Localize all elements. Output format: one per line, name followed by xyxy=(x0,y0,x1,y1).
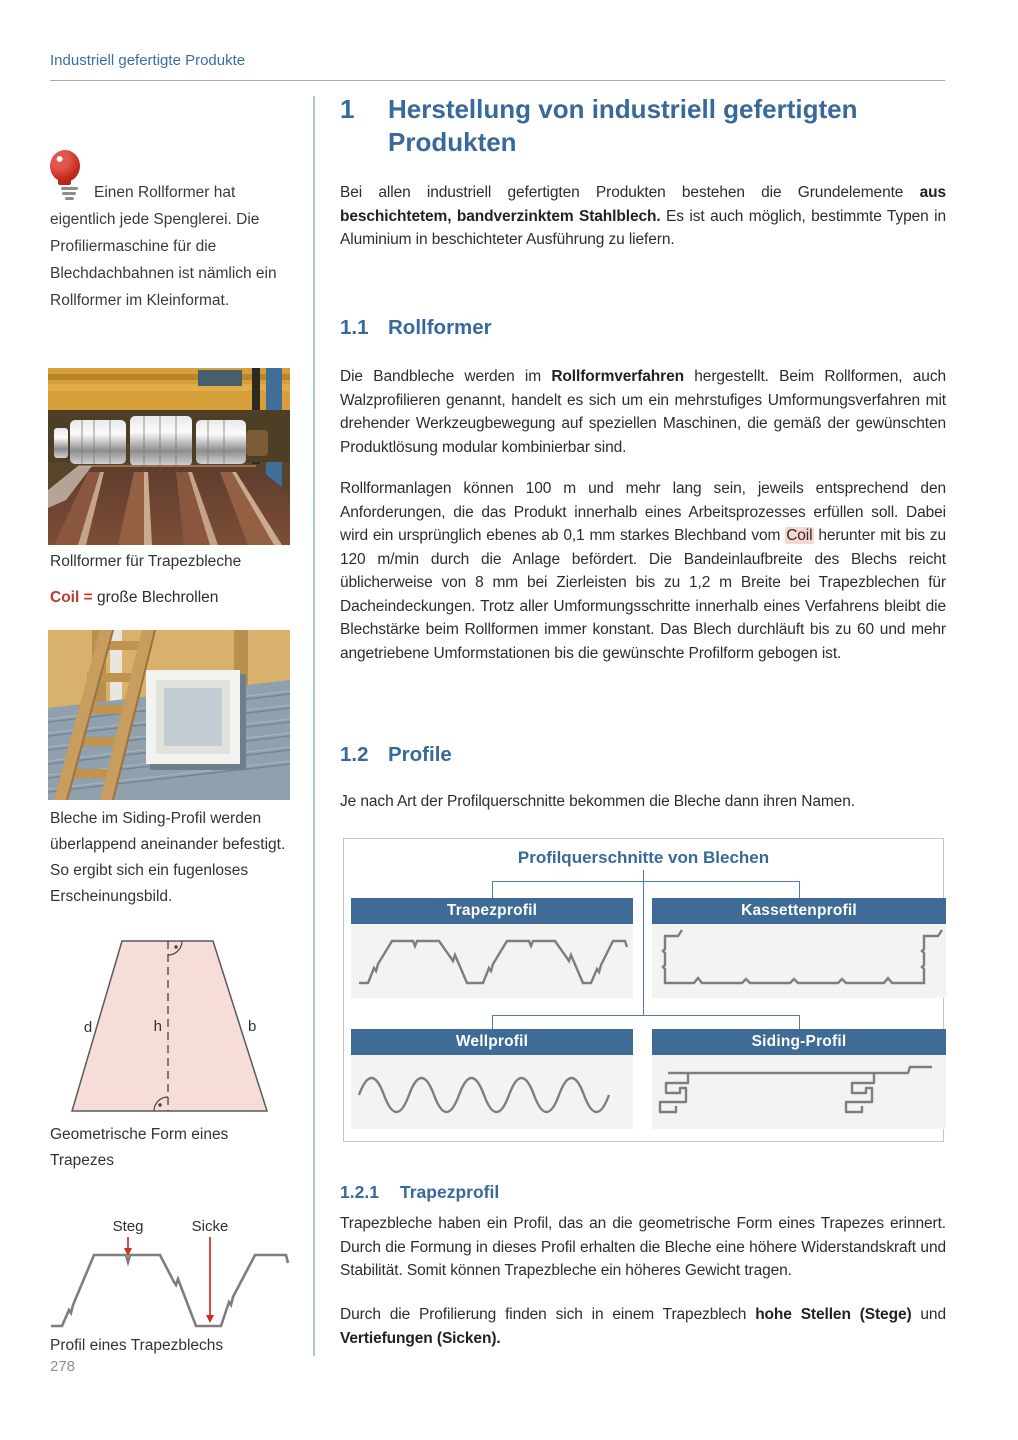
photo1-caption: Rollformer für Trapezbleche xyxy=(50,553,242,570)
page-number: 278 xyxy=(50,1358,76,1375)
intro-paragraph: Bei allen industriell gefertigten Produkten bestehen die Grundelemente aus beschichtetem, bandverzinktem Stahlblech. Es ist auch möglich, bestimmte Typen in Aluminium in beschichteter Ausführung zu liefern. xyxy=(340,184,946,248)
profile-caption: Profil eines Trapezblechs xyxy=(50,1337,224,1354)
panel-label-trapezprofil: Trapezprofil xyxy=(351,898,633,924)
steg-label: Steg xyxy=(112,1218,144,1235)
profile-cross-sections-figure xyxy=(343,838,944,1142)
panel-label-kassettenprofil: Kassettenprofil xyxy=(652,898,946,924)
chapter-number: 1 xyxy=(340,94,355,124)
chapter-heading xyxy=(340,93,946,159)
section-1-1-paragraph-1: Die Bandbleche werden im Rollformverfahren hergestellt. Beim Rollformen, auch Walzprofilieren genannt, handelt es sich um ein mehrstufiges Umformungsverfahren mit drehender Werkzeugbewegung auf speziellen Maschinen, die gemäß der gewünschten Produktlösung modular kombinierbar sind. xyxy=(340,368,946,456)
margin-note: Einen Rollformer hat eigentlich jede Spenglerei. Die Profiliermaschine für die Blechdachbahnen ist nämlich ein Rollformer im Kleinformat. xyxy=(50,184,277,309)
section-1-2-1-paragraph-1: Trapezbleche haben ein Profil, das an die geometrische Form eines Trapezes erinnert. Durch die Formung in dieses Profil erhalten die Bleche eine höhere Widerstandskraft und Stabilität. Somit können Trapezbleche ein höheres Gewicht tragen. xyxy=(340,1215,946,1279)
coil-highlight: Coil xyxy=(786,527,813,544)
photo2-caption: Bleche im Siding-Profil werden überlappend aneinander befestigt. So ergibt sich ein fugenloses Erscheinungsbild. xyxy=(50,810,286,905)
coil-term-text: große Blechrollen xyxy=(92,589,219,606)
running-header: Industriell gefertigte Produkte xyxy=(50,52,246,69)
trapezprofil-drawing xyxy=(351,924,633,998)
section-1-2-paragraph: Je nach Art der Profilquerschnitte bekommen die Bleche dann ihren Namen. xyxy=(340,793,855,810)
coil-term: Coil = xyxy=(50,589,93,606)
panel-label-siding-profil: Siding-Profil xyxy=(652,1029,946,1055)
sicke-arrow xyxy=(206,1237,214,1323)
sicke-label: Sicke xyxy=(191,1218,229,1235)
figure-connector-row1 xyxy=(492,881,800,899)
kassettenprofil-drawing xyxy=(652,924,946,998)
rollformer-photo xyxy=(48,368,290,545)
trapezoid-figure xyxy=(48,933,290,1118)
figure-title: Profilquerschnitte von Blechen xyxy=(517,848,770,867)
section-1-1-heading: 1.1 Rollformer xyxy=(340,316,492,339)
wellprofil-drawing xyxy=(351,1055,633,1129)
panel-label-wellprofil: Wellprofil xyxy=(351,1029,633,1055)
coil-definition xyxy=(50,589,292,607)
chapter-title: Herstellung von industriell gefertigten Produkten xyxy=(388,94,858,157)
trapezoid-label-b: b xyxy=(248,1018,257,1035)
section-1-2-1-heading: 1.2.1 Trapezprofil xyxy=(340,1182,500,1202)
trapezoid-label-d: d xyxy=(83,1019,93,1036)
trapezoid-label-h: h xyxy=(153,1018,162,1035)
section-1-2-heading: 1.2 Profile xyxy=(340,743,452,766)
siding-profil-drawing xyxy=(652,1055,946,1129)
siding-photo xyxy=(48,630,290,800)
column-divider xyxy=(313,96,315,1356)
trapezblech-profile-figure xyxy=(48,1212,298,1334)
steg-arrow xyxy=(124,1237,132,1256)
header-rule xyxy=(50,80,945,81)
section-1-2-1-paragraph-2: Durch die Profilierung finden sich in einem Trapezblech hohe Stellen (Stege) und Vertiefungen (Sicken). xyxy=(340,1306,946,1347)
section-1-1-paragraph-2: Rollformanlagen können 100 m und mehr lang sein, jeweils entsprechend den Anforderungen, die das Produkt innerhalb eines Arbeitsprozesses erfüllen soll. Dabei wird ein ursprünglich ebenes ab 0,1 mm starkes Blechband vom Coil herunter mit bis zu 120 m/min durch die Anlage befördert. Die Bandeinlaufbreite des Blechs reicht üblicherweise von 8 mm bei Zierleisten bis zu 1,2 m Breite bei Trapezblechen für Dacheindeckungen. Trotz aller Umformungsschritte innerhalb eines Verfahrens bleibt die Blechstärke beim Rollformen immer konstant. Das Blech durchläuft bis zu 60 und mehr angetriebene Umformstationen bis die gewünschte Profilform gebogen ist. xyxy=(340,480,946,662)
trapezoid-caption: Geometrische Form eines Trapezes xyxy=(50,1126,229,1169)
